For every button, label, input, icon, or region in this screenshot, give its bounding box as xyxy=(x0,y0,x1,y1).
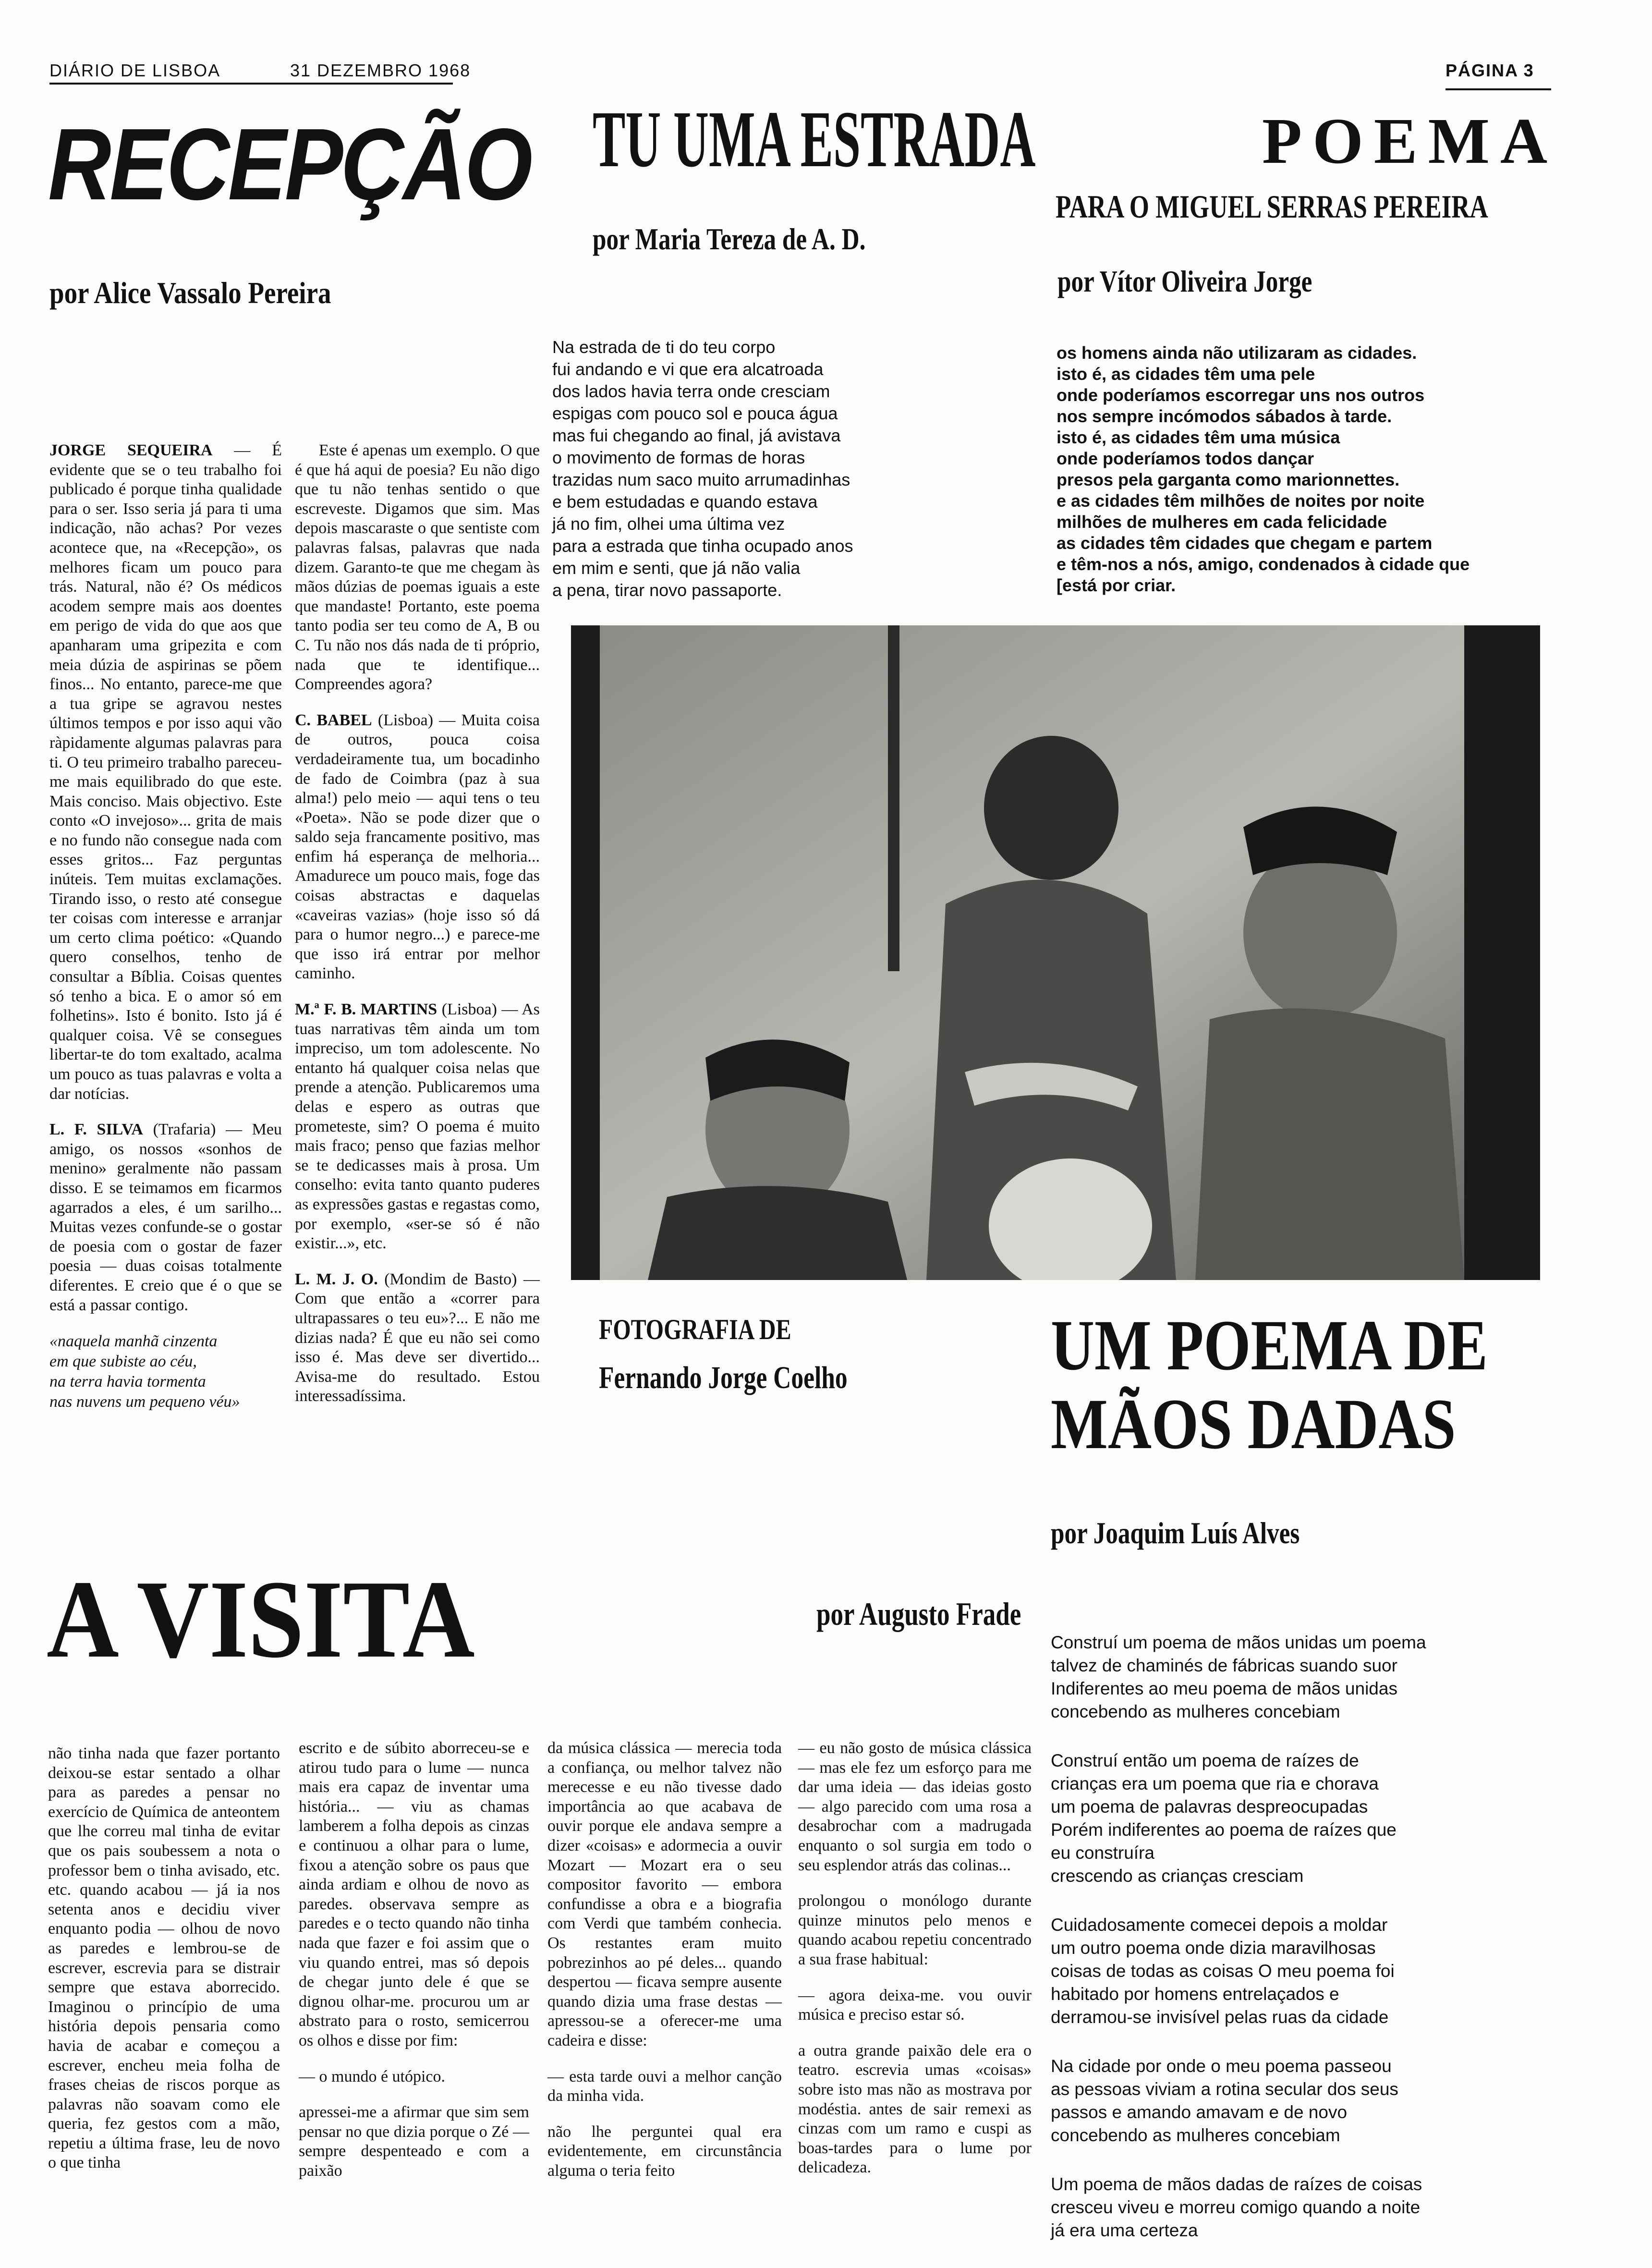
issue-date: 31 DEZEMBRO 1968 xyxy=(290,61,471,80)
maos-stanza-4: Na cidade por onde o meu poema passeou as pessoas viviam a rotina secular dos seus passos e amando amavam e de novo concebendo as mulheres concebiam xyxy=(1051,2056,1398,2145)
visita-byline: por Augusto Frade xyxy=(816,1596,1021,1632)
photo-credit-name: Fernando Jorge Coelho xyxy=(599,1360,848,1395)
header-rule xyxy=(49,83,453,85)
maos-stanza-5: Um poema de mãos dadas de raízes de coisas cresceu viveu e morreu comigo quando a noite já era uma certeza xyxy=(1051,2174,1422,2240)
maos-stanza-2: Construí então um poema de raízes de crianças era um poema que ria e chorava um poema de palavras despreocupadas Porém indiferentes ao poema de raízes que eu construíra crescendo as crianças cresciam xyxy=(1051,1751,1397,1886)
visita-column-3: da música clássica — merecia toda a confiança, ou melhor talvez não merecesse e eu não tivesse dado importância ao que acabava de ouvir porque ele andava sempre a dizer «coisas» e adormecia a ouvir Mozart — Mozart era o seu compositor favorito — embora confundisse a obra e a biografia com Verdi que também conhecia. Os restantes eram muito pobrezinhos ao pé deles... quando despertou — ficava sempre ausente quando dizia uma frase destas — apressou-se a oferecer-me uma cadeira e disse: — esta tarde ouvi a melhor canção da minha vida. não lhe perguntei qual era evidentemente, em circunstância alguma o teria feito xyxy=(547,1739,782,2180)
maos-poem xyxy=(1051,1631,1560,2268)
letter-lf-silva: L. F. SILVA (Trafaria) — Meu amigo, os nossos «sonhos de menino» geralmente não passam disso. E se teimamos em ficarmos agarrados a eles, é um sarilho... Muitas vezes confunde-se o gostar de poesia com o gostar de fazer poesia — duas coisas totalmente diferentes. E creio que é o que se está a passar contigo. xyxy=(49,1121,282,1314)
letter-lmjo: L. M. J. O. (Mondim de Basto) — Com que então a «correr para ultrapassares o teu eu»?... E não me dizias nada? É que eu não sei como isso é. Mas deve ser divertido... Avisa-me do resultado. Estou interessadíssima. xyxy=(295,1270,540,1405)
poema-subtitle: PARA O MIGUEL SERRAS PEREIRA xyxy=(1056,188,1488,225)
poema-text: os homens ainda não utilizaram as cidades. isto é, as cidades têm uma pele onde poderíamos escorregar uns nos outros nos sempre incómodos sábados à tarde. isto é, as cidades têm uma música onde poderíamos todos dançar presos pela garganta como marionnettes. e as cidades têm milhões de noites por noite milhões de mulheres em cada felicidade as cidades têm cidades que chegam e partem e têm-nos a nós, amigo, condenados à cidade que [está por criar. xyxy=(1057,343,1470,595)
letter-mf-martins: M.ª F. B. MARTINS (Lisboa) — As tuas narrativas têm ainda um tom impreciso, um tom adolescente. No entanto há qualquer coisa nelas que prende a atenção. Publicaremos uma delas e espero as outras que prometeste, sim? O poema é muito mais fraco; penso que fazias melhor se te dedicasses mais à prosa. Um conselho: evita tanto quanto puderes as expressões gastas e regastas como, por exemplo, «ser-se só é não existir...», etc. xyxy=(295,1000,540,1253)
photo-credit-label: FOTOGRAFIA DE xyxy=(599,1314,791,1345)
page-rule xyxy=(1446,88,1551,90)
newspaper-name: DIÁRIO DE LISBOA xyxy=(49,61,221,80)
visita-column-1: não tinha nada que fazer portanto deixou-se estar sentado a olhar para as paredes a pensar no exercício de Química de anteontem que lhe correu mal tinha de evitar que os pais soubessem a nota o professor bem o tinha avisado, etc. etc. quando acabou — já ia nos setenta anos e decidiu viver enquanto podia — olhou de novo as paredes e lembrou-se de escrever, escrevia para se distrair sempre que estava aborrecido. Imaginou o princípio de uma história depois pensaria como havia de acabar e começou a escrever, encheu meia folha de frases cheias de riscos porque as palavras não soavam como ele queria, fez gestos com a mão, repetiu a última frase, leu de novo o que tinha xyxy=(48,1744,280,2172)
visita-column-2: escrito e de súbito aborreceu-se e atirou tudo para o lume — nunca mais era capaz de inventar uma história... — viu as chamas lamberem a folha depois as cinzas e continuou a olhar para o lume, fixou a atenção sobre os paus que ainda ardiam e olhou de novo as paredes. observava sempre as paredes e o tecto quando não tinha nada que fazer e foi assim que o viu quando entrei, mas só depois de chegar junto dele é que se dignou olhar-me. procurou um ar abstrato para o rosto, semicerrou os olhos e disse por fim: — o mundo é utópico. apressei-me a afirmar que sim sem pensar no que dizia porque o Zé — sempre despenteado e com a paixão xyxy=(299,1739,529,2180)
page-number: PÁGINA 3 xyxy=(1446,61,1534,80)
estrada-title: TU UMA ESTRADA xyxy=(593,95,1036,184)
letter-jorge-sequeira: JORGE SEQUEIRA — É evidente que se o teu trabalho foi publicado é porque tinha qualidade para o ser. Isso seria já para ti uma indicação, não achas? Por vezes acontece que, na «Recepção», os melhores ficam um pouco para trás. Natural, não é? Os médicos acodem sempre mais aos doentes em perigo de vida do que aos que apanharam uma gripezita e com meia dúzia de aspirinas se põem finos... No entanto, parece-me que a tua gripe se agravou nestes últimos tempos e por isso aqui vão ràpidamente algumas palavras para ti. O teu primeiro trabalho pareceu-me mais equilibrado do que este. Mais conciso. Mais objectivo. Este conto «O invejoso»... grita de mais e no fundo não consegue nada com esses gritos... Faz perguntas inúteis. Tem muitas exclamações. Tirando isso, o resto até consegue ter coisas com interesse e arranjar um certo clima poético: «Quando quero conselhos, tenho de consultar a Bíblia. Coisas quentes só tenho a bica. E o amor só em folhetins». Isto é bonito. Isto já é qualquer coisa. Vê se consegues libertar-te do tom exaltado, acalma um pouco as tuas palavras e volta a dar notícias. xyxy=(49,441,282,1103)
children-photo-illustration xyxy=(571,625,1540,1280)
maos-stanza-1: Construí um poema de mãos unidas um poema talvez de chaminés de fábricas suando suor Indiferentes ao meu poema de mãos unidas concebendo as mulheres concebiam xyxy=(1051,1633,1426,1721)
children-photograph xyxy=(571,625,1540,1280)
poema-title: POEMA xyxy=(1262,105,1558,177)
quoted-verses: «naquela manhã cinzenta em que subiste ao céu, na terra havia tormenta nas nuvens um pequeno véu» xyxy=(49,1332,240,1411)
recepcao-byline: por Alice Vassalo Pereira xyxy=(49,276,331,310)
maos-title-line-2: MÃOS DADAS xyxy=(1051,1384,1456,1464)
recepcao-column-1 xyxy=(49,441,282,1412)
estrada-poem: Na estrada de ti do teu corpo fui andando e vi que era alcatroada dos lados havia terra onde cresciam espigas com pouco sol e pouca água mas fui chegando ao final, já avistava o movimento de formas de horas trazidas num saco muito arrumadinhas e bem estudadas e quando estava já no fim, olhei uma última vez para a estrada que tinha ocupado anos em mim e senti, que já não valia a pena, tirar novo passaporte. xyxy=(552,337,853,600)
letter-c-babel: C. BABEL (Lisboa) — Muita coisa de outros, pouca coisa verdadeiramente tua, um bocadinho de fado de Coimbra (paz à sua alma!) pelo meio — aqui tens o teu «Poeta». Não se pode dizer que o saldo seja francamente positivo, mas enfim há esperança de melhoria... Amadurece um pouco mais, foge das coisas abstractas e daquelas «caveiras vazias» (hoje isso só dá para o humor negro...) e parece-me que isso irá entrar por melhor caminho. xyxy=(295,711,540,983)
visita-column-4: — eu não gosto de música clássica — mas ele fez um esforço para me dar uma ideia — das ideias gosto — algo parecido com uma rosa a desabrochar com a madrugada enquanto o sol surgia em todo o seu esplendor atrás das colinas... prolongou o monólogo durante quinze minutos pelo menos e quando acabou repetiu concentrado a sua frase habitual: — agora deixa-me. vou ouvir música e preciso estar só. a outra grande paixão dele era o teatro. escrevia umas «coisas» sobre isto mas não as mostrava por modéstia. antes de sair remexi as cinzas com um ramo e cuspi as boas-tardes para o lume por delicadeza. xyxy=(798,1739,1032,2177)
recepcao-column-2 xyxy=(295,441,540,1423)
maos-title-line-1: UM POEMA DE xyxy=(1051,1305,1488,1385)
letter-continued: Este é apenas um exemplo. O que é que há aqui de poesia? Eu não digo que tu não tenhas sentido o que escreveste. Digamos que sim. Mas depois mascaraste o que sentiste com palavras falsas, palavras que nada dizem. Garanto-te que me chegam às mãos dúzias de poemas iguais a este que mandaste! Portanto, este poema tanto podia ser teu como de A, B ou C. Tu não nos dás nada de ti próprio, nada que te identifique... Compreendes agora? xyxy=(295,441,540,694)
maos-byline: por Joaquim Luís Alves xyxy=(1051,1516,1300,1550)
poema-byline: por Vítor Oliveira Jorge xyxy=(1057,264,1312,298)
estrada-byline: por Maria Tereza de A. D. xyxy=(593,222,866,256)
visita-title: A VISITA xyxy=(47,1558,475,1681)
recepcao-title: RECEPÇÃO xyxy=(48,107,531,221)
maos-stanza-3: Cuidadosamente comecei depois a moldar um outro poema onde dizia maravilhosas coisas de todas as coisas O meu poema foi habitado por homens entrelaçados e derramou-se invisível pelas ruas da cidade xyxy=(1051,1915,1395,2027)
